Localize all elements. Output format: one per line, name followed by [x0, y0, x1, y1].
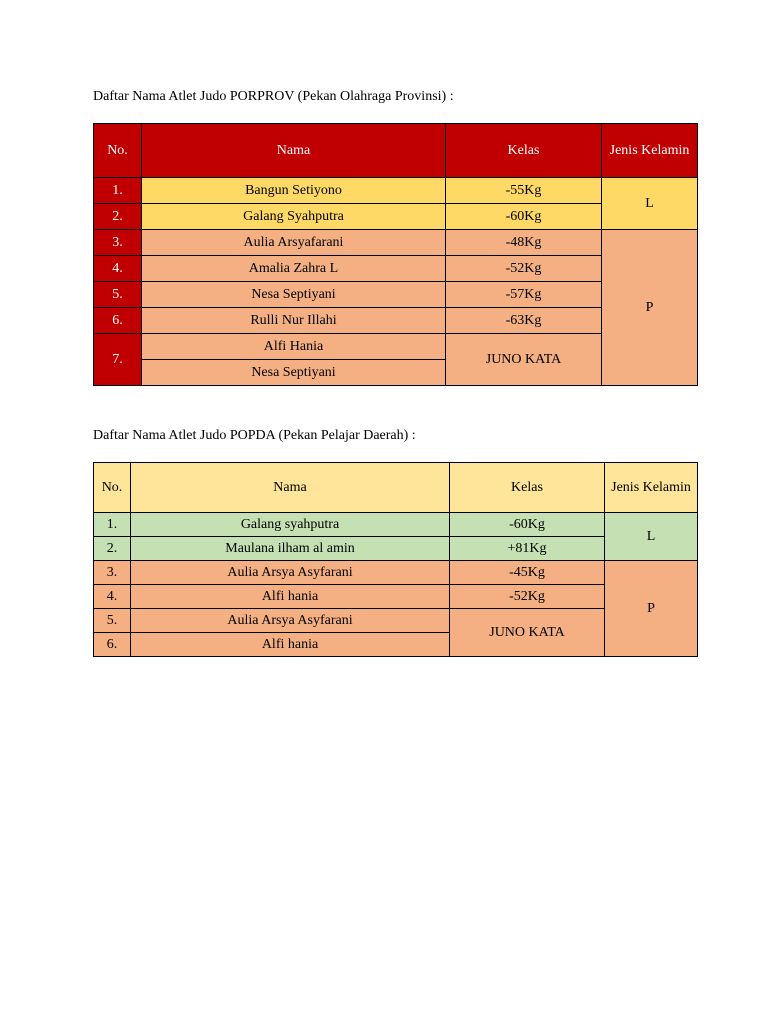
table-row — [94, 230, 698, 256]
row-class: -63Kg — [446, 308, 602, 334]
row-name: Alfi hania — [131, 585, 450, 609]
row-number: 5. — [94, 609, 131, 633]
row-class: JUNO KATA — [446, 334, 602, 386]
row-name: Alfi Hania — [142, 334, 446, 360]
row-name: Galang Syahputra — [142, 204, 446, 230]
row-class: -55Kg — [446, 178, 602, 204]
row-class: -60Kg — [446, 204, 602, 230]
row-number: 7. — [94, 334, 142, 386]
row-class: -57Kg — [446, 282, 602, 308]
header-jenis-kelamin: Jenis Kelamin — [602, 124, 698, 178]
row-name: Bangun Setiyono — [142, 178, 446, 204]
row-number: 3. — [94, 561, 131, 585]
row-number: 3. — [94, 230, 142, 256]
row-name: Galang syahputra — [131, 513, 450, 537]
row-class: +81Kg — [450, 537, 605, 561]
row-class: JUNO KATA — [450, 609, 605, 657]
row-number: 1. — [94, 178, 142, 204]
header-jenis-kelamin: Jenis Kelamin — [605, 463, 698, 513]
porprov-table — [93, 123, 698, 386]
gender-female: P — [602, 230, 698, 386]
row-name: Nesa Septiyani — [142, 282, 446, 308]
row-class: -45Kg — [450, 561, 605, 585]
header-no: No. — [94, 124, 142, 178]
header-kelas: Kelas — [446, 124, 602, 178]
row-class: -52Kg — [446, 256, 602, 282]
table-row — [94, 513, 698, 537]
table-header-row — [94, 463, 698, 513]
gender-male: L — [602, 178, 698, 230]
porprov-caption: Daftar Nama Atlet Judo PORPROV (Pekan Olahraga Provinsi) : — [93, 89, 454, 104]
row-name: Amalia Zahra L — [142, 256, 446, 282]
row-number: 4. — [94, 585, 131, 609]
table-row — [94, 178, 698, 204]
header-kelas: Kelas — [450, 463, 605, 513]
popda-table — [93, 462, 698, 657]
table-row — [94, 561, 698, 585]
row-name: Aulia Arsya Asyfarani — [131, 609, 450, 633]
row-name: Rulli Nur Illahi — [142, 308, 446, 334]
row-number: 2. — [94, 204, 142, 230]
row-class: -52Kg — [450, 585, 605, 609]
row-name: Maulana ilham al amin — [131, 537, 450, 561]
popda-caption: Daftar Nama Atlet Judo POPDA (Pekan Pelajar Daerah) : — [93, 428, 416, 443]
row-number: 1. — [94, 513, 131, 537]
header-no: No. — [94, 463, 131, 513]
row-class: -48Kg — [446, 230, 602, 256]
header-nama: Nama — [131, 463, 450, 513]
row-number: 6. — [94, 308, 142, 334]
row-number: 6. — [94, 633, 131, 657]
row-name: Alfi hania — [131, 633, 450, 657]
table-header-row — [94, 124, 698, 178]
row-name: Nesa Septiyani — [142, 360, 446, 386]
header-nama: Nama — [142, 124, 446, 178]
row-number: 2. — [94, 537, 131, 561]
row-name: Aulia Arsyafarani — [142, 230, 446, 256]
row-number: 5. — [94, 282, 142, 308]
gender-female: P — [605, 561, 698, 657]
row-number: 4. — [94, 256, 142, 282]
gender-male: L — [605, 513, 698, 561]
row-class: -60Kg — [450, 513, 605, 537]
row-name: Aulia Arsya Asyfarani — [131, 561, 450, 585]
